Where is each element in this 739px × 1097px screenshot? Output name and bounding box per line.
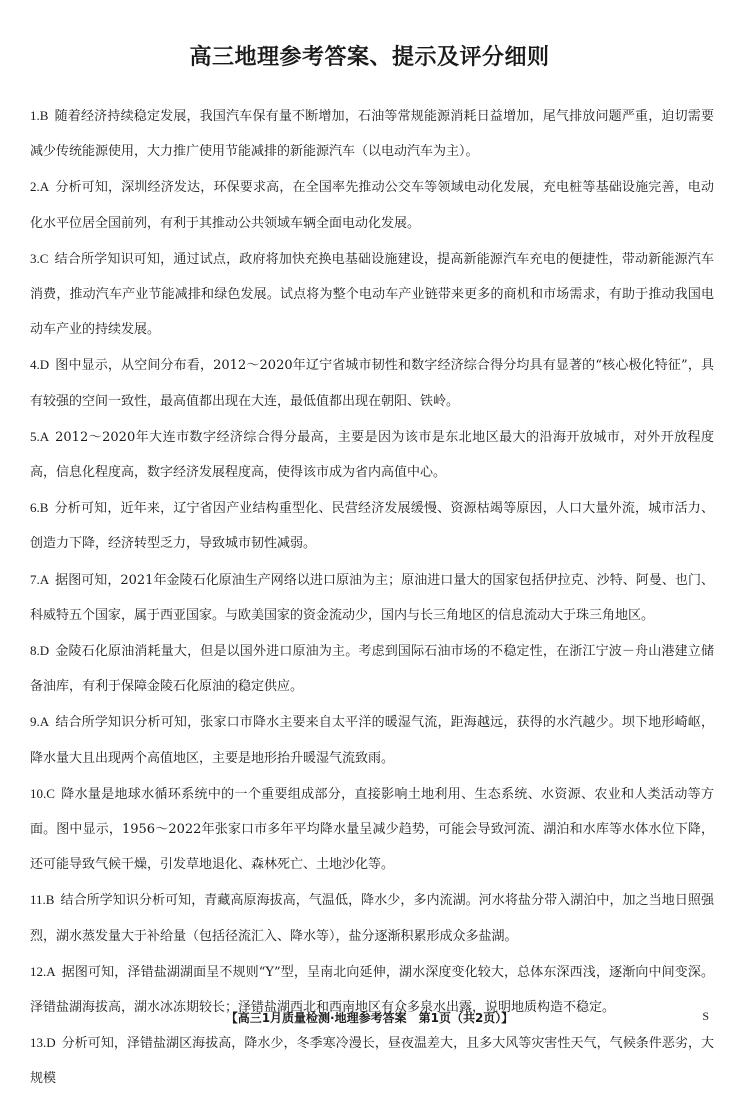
answer-number: 8.D <box>30 643 50 659</box>
corner-mark: S <box>702 1009 709 1023</box>
answer-text: 2012～2020年大连市数字经济综合得分最高，主要是因为该市是东北地区最大的沿海开放城市，对外开放程度高，信息化程度高，数字经济发展程度高，使得该市成为省内高值中心。 <box>30 429 714 481</box>
answer-text: 随着经济持续稳定发展，我国汽车保有量不断增加，石油等常规能源消耗日益增加，尾气排放问题严重，迫切需要减少传统能源使用，大力推广使用节能减排的新能源汽车（以电动汽车为主）。 <box>30 109 714 160</box>
answer-number: 6.B <box>30 500 49 516</box>
answer-item <box>30 562 714 633</box>
answer-number: 13.D <box>30 1035 56 1051</box>
page-footer: 【高三1月质量检测·地理参考答案 第1页（共2页）】 <box>225 1011 514 1025</box>
answer-number: 11.B <box>30 892 55 908</box>
answer-item <box>30 1025 714 1096</box>
answer-item <box>30 347 714 418</box>
answer-text: 图中显示，从空间分布看，2012～2020年辽宁省城市韧性和数字经济综合得分均具有显著的“核心极化特征”，具有较强的空间一致性，最高值都出现在大连，最低值都出现在朝阳、铁岭。 <box>30 358 714 409</box>
answer-text: 降水量是地球水循环系统中的一个重要组成部分，直接影响土地利用、生态系统、水资源、农业和人类活动等方面。图中显示，1956～2022年张家口市多年平均降水量呈减少趋势，可能会导致河流、湖泊和水库等水体水位下降，还可能导致气候干燥，引发草地退化、森林死亡、土地沙化等。 <box>30 786 714 873</box>
answer-number: 2.A <box>30 179 50 195</box>
answer-item <box>30 633 714 704</box>
answer-number: 3.C <box>30 250 49 266</box>
answer-item <box>30 776 714 883</box>
answer-text: 据图可知，2021年金陵石化原油生产网络以进口原油为主；原油进口量大的国家包括伊拉克、沙特、阿曼、也门、科威特五个国家，属于西亚国家。与欧美国家的资金流动少，国内与长三角地区的信息流动大于珠三角地区。 <box>30 572 714 623</box>
answer-text: 分析可知，深圳经济发达，环保要求高，在全国率先推动公交车等领域电动化发展，充电桩等基础设施完善，电动化水平位居全国前列，有利于其推动公共领域车辆全面电动化发展。 <box>30 180 714 231</box>
answer-number: 1.B <box>30 108 49 123</box>
answer-text: 金陵石化原油消耗量大，但是以国外进口原油为主。考虑到国际石油市场的不稳定性，在浙江宁波－舟山港建立储备油库，有利于保障金陵石化原油的稳定供应。 <box>30 644 714 695</box>
answer-item <box>30 882 714 953</box>
answer-number: 10.C <box>30 785 55 801</box>
answer-text: 结合所学知识分析可知，张家口市降水主要来自太平洋的暖湿气流，距海越远，获得的水汽越少。坝下地形崎岖，降水量大且出现两个高值地区，主要是地形抬升暖湿气流致雨。 <box>30 715 714 766</box>
answer-text: 结合所学知识可知，通过试点，政府将加快充换电基础设施建设，提高新能源汽车充电的便捷性，带动新能源汽车消费，推动汽车产业节能减排和绿色发展。试点将为整个电动车产业链带来更多的商机和市场需求，有助于推动我国电动车产业的持续发展。 <box>30 251 714 338</box>
answer-item <box>30 419 714 490</box>
answer-item <box>30 98 714 169</box>
page-title: 高三地理参考答案、提示及评分细则 <box>189 45 550 70</box>
answer-list <box>30 98 714 1097</box>
answer-item <box>30 169 714 240</box>
answer-item <box>30 704 714 775</box>
answer-text: 结合所学知识分析可知，青藏高原海拔高，气温低，降水少，多内流湖。河水将盐分带入湖泊中，加之当地日照强烈，湖水蒸发量大于补给量（包括径流汇入、降水等），盐分逐渐积累形成众多盐湖。 <box>30 893 714 944</box>
answer-number: 7.A <box>30 571 50 587</box>
answer-number: 9.A <box>30 714 50 730</box>
answer-text: 据图可知，泽错盐湖湖面呈不规则“Y”型，呈南北向延伸，湖水深度变化较大，总体东深西浅，逐渐向中间变深。泽错盐湖海拔高，湖水冰冻期较长；泽错盐湖西北和西南地区有众多泉水出露，说明地质构造不稳定。 <box>30 964 714 1016</box>
answer-number: 4.D <box>30 357 50 373</box>
answer-number: 5.A <box>30 428 50 444</box>
answer-number: 12.A <box>30 963 56 979</box>
answer-text: 分析可知，近年来，辽宁省因产业结构重型化、民营经济发展缓慢、资源枯竭等原因，人口大量外流，城市活力、创造力下降，经济转型乏力，导致城市韧性减弱。 <box>30 501 714 552</box>
answer-item <box>30 490 714 561</box>
answer-item <box>30 241 714 348</box>
answer-text: 分析可知，泽错盐湖区海拔高，降水少，冬季寒冷漫长，昼夜温差大，且多大风等灾害性天气，气候条件恶劣，大规模 <box>30 1036 714 1087</box>
